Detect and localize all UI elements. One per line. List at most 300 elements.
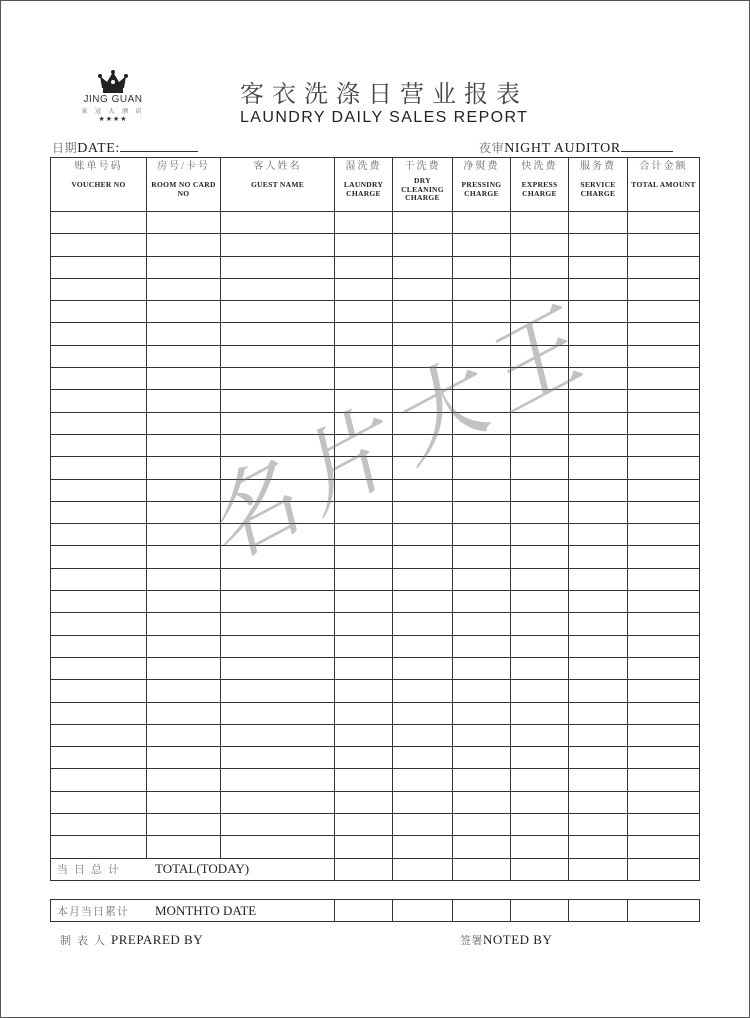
cell[interactable] <box>628 345 700 367</box>
cell[interactable] <box>221 680 335 702</box>
cell[interactable] <box>335 568 393 590</box>
cell[interactable] <box>393 546 453 568</box>
cell[interactable] <box>335 747 393 769</box>
cell[interactable] <box>393 434 453 456</box>
cell[interactable] <box>569 657 628 679</box>
cell[interactable] <box>569 591 628 613</box>
cell[interactable] <box>221 635 335 657</box>
cell[interactable] <box>511 501 569 523</box>
cell[interactable] <box>628 814 700 836</box>
cell[interactable] <box>511 702 569 724</box>
table-row <box>51 368 700 390</box>
cell[interactable] <box>453 323 511 345</box>
cell[interactable] <box>453 301 511 323</box>
cell[interactable] <box>569 635 628 657</box>
table-row <box>51 657 700 679</box>
cell[interactable] <box>511 546 569 568</box>
cell[interactable] <box>147 345 221 367</box>
cell[interactable] <box>51 724 147 746</box>
cell[interactable] <box>569 323 628 345</box>
cell[interactable] <box>335 769 393 791</box>
cell[interactable] <box>147 814 221 836</box>
cell[interactable] <box>511 747 569 769</box>
cell[interactable] <box>51 635 147 657</box>
cell[interactable] <box>221 434 335 456</box>
cell[interactable] <box>453 345 511 367</box>
cell[interactable] <box>569 345 628 367</box>
cell[interactable] <box>393 568 453 590</box>
cell[interactable] <box>221 412 335 434</box>
cell[interactable] <box>221 457 335 479</box>
cell[interactable] <box>628 479 700 501</box>
cell[interactable] <box>511 434 569 456</box>
cell[interactable] <box>569 234 628 256</box>
cell[interactable] <box>393 390 453 412</box>
cell[interactable] <box>221 479 335 501</box>
cell[interactable] <box>569 724 628 746</box>
table-row <box>51 412 700 434</box>
cell[interactable] <box>453 546 511 568</box>
cell[interactable] <box>51 814 147 836</box>
cell[interactable] <box>335 390 393 412</box>
cell[interactable] <box>511 836 569 858</box>
table-row <box>51 501 700 523</box>
cell[interactable] <box>393 212 453 234</box>
cell[interactable] <box>569 680 628 702</box>
cell[interactable] <box>511 278 569 300</box>
cell[interactable] <box>221 278 335 300</box>
cell[interactable] <box>221 791 335 813</box>
cell[interactable] <box>453 479 511 501</box>
cell[interactable] <box>628 368 700 390</box>
cell[interactable] <box>453 368 511 390</box>
cell[interactable] <box>335 256 393 278</box>
table-row <box>51 613 700 635</box>
title-en: LAUNDRY DAILY SALES REPORT <box>240 109 529 126</box>
cell[interactable] <box>335 591 393 613</box>
cell[interactable] <box>335 501 393 523</box>
cell[interactable] <box>51 568 147 590</box>
cell[interactable] <box>511 814 569 836</box>
cell[interactable] <box>393 613 453 635</box>
cell[interactable] <box>147 479 221 501</box>
cell[interactable] <box>453 724 511 746</box>
cell[interactable] <box>453 412 511 434</box>
table-row <box>51 323 700 345</box>
cell[interactable] <box>511 613 569 635</box>
cell[interactable] <box>51 301 147 323</box>
cell[interactable] <box>393 836 453 858</box>
cell[interactable] <box>569 814 628 836</box>
cell[interactable] <box>221 591 335 613</box>
brand-name: JING GUAN <box>83 94 143 105</box>
cell[interactable] <box>628 278 700 300</box>
cell[interactable] <box>569 301 628 323</box>
cell[interactable] <box>51 412 147 434</box>
cell[interactable] <box>335 613 393 635</box>
cell[interactable] <box>393 858 453 880</box>
title-cn: 客衣洗涤日营业报表 <box>240 80 528 108</box>
cell[interactable] <box>628 702 700 724</box>
cell[interactable] <box>51 390 147 412</box>
cell[interactable] <box>569 212 628 234</box>
cell[interactable] <box>511 345 569 367</box>
cell[interactable] <box>628 613 700 635</box>
cell[interactable] <box>147 390 221 412</box>
cell[interactable] <box>511 900 569 922</box>
cell[interactable] <box>453 234 511 256</box>
cell[interactable] <box>51 368 147 390</box>
brand-name-cn: 景 冠 大 酒 店 <box>81 109 145 115</box>
cell[interactable] <box>453 635 511 657</box>
cell[interactable] <box>393 412 453 434</box>
cell[interactable] <box>221 390 335 412</box>
cell[interactable] <box>147 234 221 256</box>
cell[interactable] <box>221 234 335 256</box>
cell[interactable] <box>147 613 221 635</box>
cell[interactable] <box>147 747 221 769</box>
cell[interactable] <box>147 256 221 278</box>
cell[interactable] <box>453 212 511 234</box>
cell[interactable] <box>51 479 147 501</box>
cell[interactable] <box>147 657 221 679</box>
cell[interactable] <box>628 323 700 345</box>
cell[interactable] <box>147 501 221 523</box>
cell[interactable] <box>393 657 453 679</box>
cell[interactable] <box>335 635 393 657</box>
cell[interactable] <box>221 301 335 323</box>
cell[interactable] <box>453 680 511 702</box>
crown-icon <box>98 70 128 96</box>
cell[interactable] <box>393 591 453 613</box>
cell[interactable] <box>51 524 147 546</box>
cell[interactable] <box>147 434 221 456</box>
auditor-label-en: NIGHT AUDITOR <box>504 141 621 156</box>
cell[interactable] <box>147 568 221 590</box>
cell[interactable] <box>51 747 147 769</box>
cell[interactable] <box>511 568 569 590</box>
cell[interactable] <box>335 546 393 568</box>
cell[interactable] <box>628 301 700 323</box>
cell[interactable] <box>335 680 393 702</box>
cell[interactable] <box>628 501 700 523</box>
cell[interactable] <box>511 212 569 234</box>
date-input-line[interactable] <box>120 139 198 152</box>
hotel-logo <box>68 70 158 123</box>
table-row <box>51 591 700 613</box>
cell[interactable] <box>453 390 511 412</box>
cell[interactable] <box>453 702 511 724</box>
cell[interactable] <box>453 568 511 590</box>
cell[interactable] <box>628 234 700 256</box>
cell[interactable] <box>221 769 335 791</box>
cell[interactable] <box>511 769 569 791</box>
cell[interactable] <box>147 457 221 479</box>
cell[interactable] <box>569 501 628 523</box>
cell[interactable] <box>453 591 511 613</box>
cell[interactable] <box>569 747 628 769</box>
cell[interactable] <box>628 657 700 679</box>
cell[interactable] <box>453 836 511 858</box>
cell[interactable] <box>569 524 628 546</box>
cell[interactable] <box>628 256 700 278</box>
cell[interactable] <box>511 390 569 412</box>
cell[interactable] <box>147 769 221 791</box>
cell[interactable] <box>453 747 511 769</box>
cell[interactable] <box>569 858 628 880</box>
cell[interactable] <box>335 345 393 367</box>
cell[interactable] <box>221 368 335 390</box>
cell[interactable] <box>569 900 628 922</box>
cell[interactable] <box>393 278 453 300</box>
cell[interactable] <box>147 591 221 613</box>
cell[interactable] <box>453 278 511 300</box>
cell[interactable] <box>453 814 511 836</box>
cell[interactable] <box>393 724 453 746</box>
cell[interactable] <box>511 368 569 390</box>
cell[interactable] <box>569 434 628 456</box>
cell[interactable] <box>147 546 221 568</box>
cell[interactable] <box>393 814 453 836</box>
cell[interactable] <box>221 568 335 590</box>
cell[interactable] <box>51 769 147 791</box>
prepared-by: 制表人PREPARED BY <box>60 932 204 947</box>
table-row <box>51 814 700 836</box>
cell[interactable] <box>628 591 700 613</box>
cell[interactable] <box>393 501 453 523</box>
cell[interactable] <box>393 635 453 657</box>
cell[interactable] <box>569 568 628 590</box>
cell[interactable] <box>147 323 221 345</box>
cell[interactable] <box>51 680 147 702</box>
cell[interactable] <box>569 836 628 858</box>
cell[interactable] <box>628 390 700 412</box>
cell[interactable] <box>393 256 453 278</box>
cell[interactable] <box>569 769 628 791</box>
cell[interactable] <box>453 457 511 479</box>
cell[interactable] <box>511 635 569 657</box>
cell[interactable] <box>393 747 453 769</box>
cell[interactable] <box>51 702 147 724</box>
cell[interactable] <box>453 791 511 813</box>
cell[interactable] <box>511 256 569 278</box>
cell[interactable] <box>335 212 393 234</box>
cell[interactable] <box>569 368 628 390</box>
cell[interactable] <box>335 524 393 546</box>
cell[interactable] <box>511 479 569 501</box>
cell[interactable] <box>335 900 393 922</box>
auditor-input-line[interactable] <box>621 139 673 152</box>
cell[interactable] <box>51 591 147 613</box>
cell[interactable] <box>51 212 147 234</box>
cell[interactable] <box>147 301 221 323</box>
cell[interactable] <box>453 524 511 546</box>
cell[interactable] <box>453 858 511 880</box>
cell[interactable] <box>335 234 393 256</box>
cell[interactable] <box>51 278 147 300</box>
cell[interactable] <box>51 836 147 858</box>
cell[interactable] <box>453 657 511 679</box>
cell[interactable] <box>51 457 147 479</box>
cell[interactable] <box>51 256 147 278</box>
cell[interactable] <box>511 234 569 256</box>
cell[interactable] <box>335 479 393 501</box>
cell[interactable] <box>221 613 335 635</box>
cell[interactable] <box>628 791 700 813</box>
cell[interactable] <box>147 212 221 234</box>
cell[interactable] <box>335 702 393 724</box>
cell[interactable] <box>221 702 335 724</box>
cell[interactable] <box>511 457 569 479</box>
month-to-date-row <box>51 900 700 922</box>
cell[interactable] <box>335 434 393 456</box>
cell[interactable] <box>569 412 628 434</box>
cell[interactable] <box>335 301 393 323</box>
cell[interactable] <box>453 501 511 523</box>
cell[interactable] <box>51 791 147 813</box>
cell[interactable] <box>393 900 453 922</box>
cell[interactable] <box>221 724 335 746</box>
cell[interactable] <box>147 702 221 724</box>
cell[interactable] <box>453 900 511 922</box>
cell[interactable] <box>221 524 335 546</box>
cell[interactable] <box>453 434 511 456</box>
cell[interactable] <box>569 791 628 813</box>
cell[interactable] <box>393 791 453 813</box>
cell[interactable] <box>147 368 221 390</box>
cell[interactable] <box>51 234 147 256</box>
cell[interactable] <box>628 412 700 434</box>
cell[interactable] <box>335 323 393 345</box>
cell[interactable] <box>511 724 569 746</box>
cell[interactable] <box>221 814 335 836</box>
cell[interactable] <box>221 747 335 769</box>
cell[interactable] <box>221 212 335 234</box>
cell[interactable] <box>221 323 335 345</box>
cell[interactable] <box>569 546 628 568</box>
cell[interactable] <box>221 345 335 367</box>
cell[interactable] <box>51 345 147 367</box>
cell[interactable] <box>393 769 453 791</box>
cell[interactable] <box>628 680 700 702</box>
cell[interactable] <box>569 256 628 278</box>
cell[interactable] <box>393 524 453 546</box>
cell[interactable] <box>511 412 569 434</box>
table-row <box>51 301 700 323</box>
cell[interactable] <box>51 434 147 456</box>
cell[interactable] <box>453 613 511 635</box>
cell[interactable] <box>511 858 569 880</box>
cell[interactable] <box>511 323 569 345</box>
star-rating: ★★★★ <box>98 115 128 123</box>
cell[interactable] <box>335 657 393 679</box>
cell[interactable] <box>453 769 511 791</box>
cell[interactable] <box>51 613 147 635</box>
cell[interactable] <box>628 212 700 234</box>
cell[interactable] <box>335 858 393 880</box>
cell[interactable] <box>335 814 393 836</box>
cell[interactable] <box>628 635 700 657</box>
cell[interactable] <box>147 412 221 434</box>
cell[interactable] <box>335 278 393 300</box>
cell[interactable] <box>393 702 453 724</box>
cell[interactable] <box>51 323 147 345</box>
cell[interactable] <box>147 791 221 813</box>
cell[interactable] <box>147 278 221 300</box>
cell[interactable] <box>335 368 393 390</box>
noted-by: 签署NOTED BY <box>460 932 553 947</box>
table-row <box>51 524 700 546</box>
cell[interactable] <box>335 724 393 746</box>
cell[interactable] <box>628 836 700 858</box>
cell[interactable] <box>628 568 700 590</box>
cell[interactable] <box>569 702 628 724</box>
cell[interactable] <box>221 256 335 278</box>
cell[interactable] <box>511 524 569 546</box>
cell[interactable] <box>453 256 511 278</box>
cell[interactable] <box>221 501 335 523</box>
cell[interactable] <box>511 301 569 323</box>
cell[interactable] <box>335 412 393 434</box>
cell[interactable] <box>569 390 628 412</box>
col-total: 合计金额 TOTAL AMOUNT <box>628 158 700 212</box>
cell[interactable] <box>51 546 147 568</box>
cell[interactable] <box>511 591 569 613</box>
cell[interactable] <box>335 836 393 858</box>
cell[interactable] <box>628 724 700 746</box>
cell[interactable] <box>51 501 147 523</box>
cell[interactable] <box>147 635 221 657</box>
cell[interactable] <box>147 680 221 702</box>
cell[interactable] <box>393 234 453 256</box>
cell[interactable] <box>393 301 453 323</box>
cell[interactable] <box>393 345 453 367</box>
cell[interactable] <box>628 524 700 546</box>
cell[interactable] <box>628 858 700 880</box>
cell[interactable] <box>569 479 628 501</box>
cell[interactable] <box>628 546 700 568</box>
cell[interactable] <box>147 724 221 746</box>
cell[interactable] <box>628 900 700 922</box>
col-express: 快洗费 EXPRESS CHARGE <box>511 158 569 212</box>
table-row <box>51 747 700 769</box>
cell[interactable] <box>628 769 700 791</box>
cell[interactable] <box>147 524 221 546</box>
cell[interactable] <box>511 791 569 813</box>
cell[interactable] <box>221 546 335 568</box>
cell[interactable] <box>569 613 628 635</box>
cell[interactable] <box>393 479 453 501</box>
cell[interactable] <box>569 278 628 300</box>
cell[interactable] <box>511 657 569 679</box>
cell[interactable] <box>393 323 453 345</box>
cell[interactable] <box>393 368 453 390</box>
cell[interactable] <box>221 836 335 858</box>
cell[interactable] <box>147 836 221 858</box>
table-row <box>51 434 700 456</box>
cell[interactable] <box>221 657 335 679</box>
cell[interactable] <box>569 457 628 479</box>
cell[interactable] <box>511 680 569 702</box>
cell[interactable] <box>335 457 393 479</box>
cell[interactable] <box>628 747 700 769</box>
cell[interactable] <box>335 791 393 813</box>
cell[interactable] <box>393 457 453 479</box>
cell[interactable] <box>393 680 453 702</box>
cell[interactable] <box>628 457 700 479</box>
cell[interactable] <box>51 657 147 679</box>
cell[interactable] <box>628 434 700 456</box>
